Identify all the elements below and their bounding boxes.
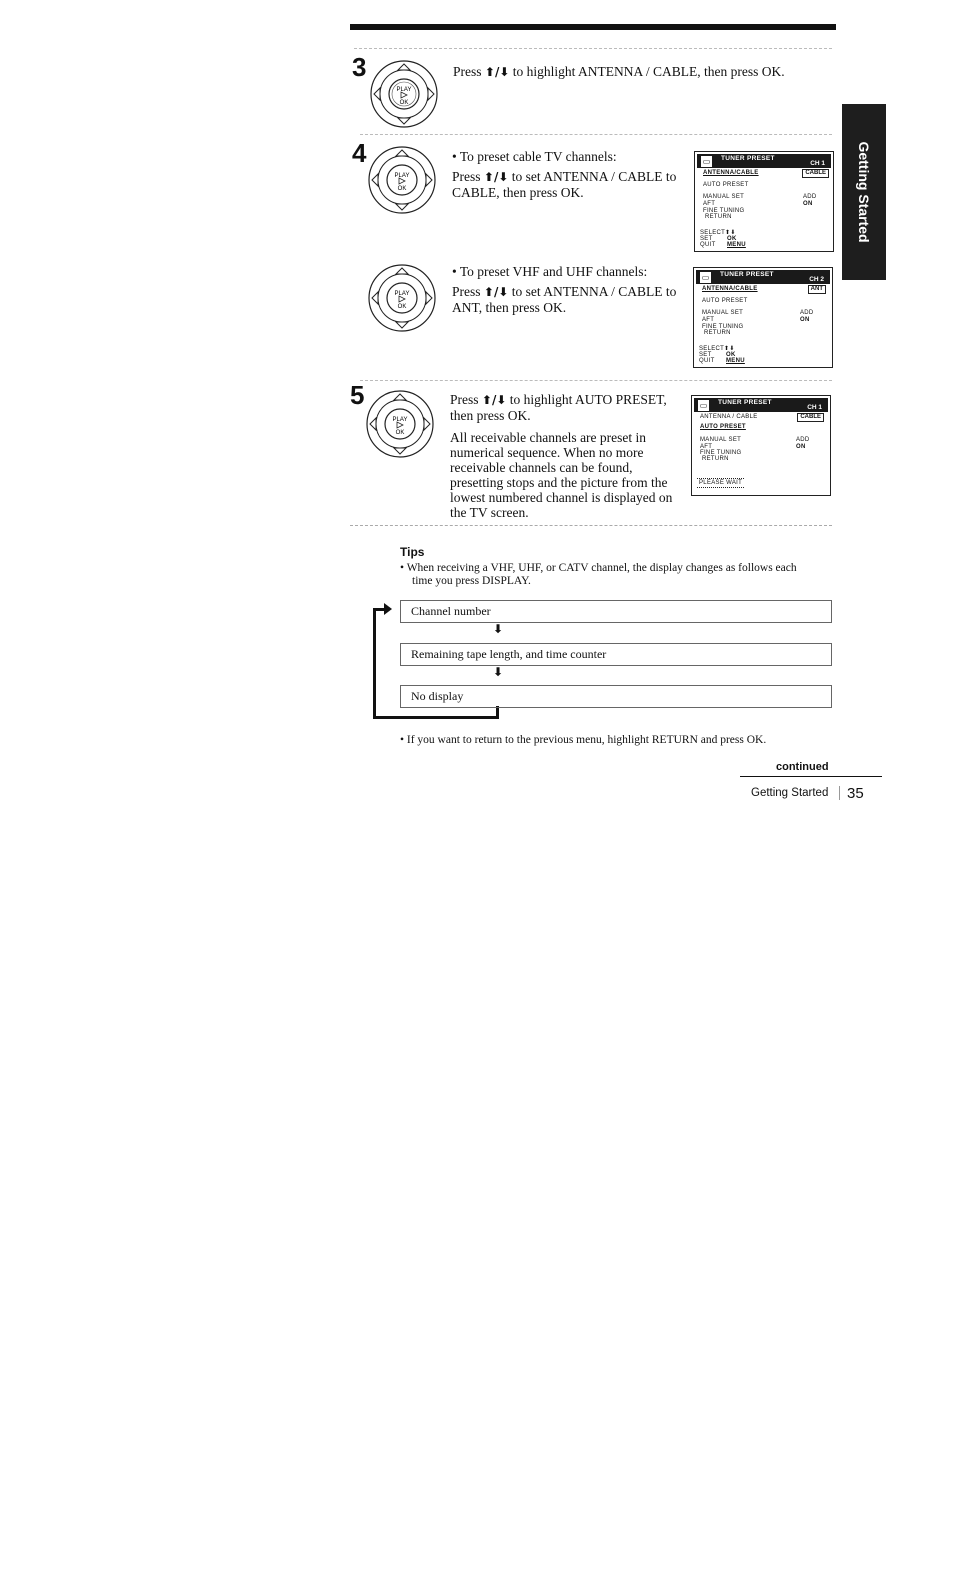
step-5-instruction: Press ⬆/⬇ to highlight AUTO PRESET, then press OK. All receivable channels are preset in numerical sequence. When no more receivable channels can be found, presetting stops and the picture from the lowest numbered channel is displayed on the TV screen. [450, 392, 673, 520]
divider [350, 525, 832, 526]
ok-label: OK [397, 186, 407, 192]
footer-section: Getting Started [751, 787, 829, 799]
flow-arrow-right-icon [384, 603, 392, 615]
step-4-vhf-uhf-instruction: • To preset VHF and UHF channels: Press ⬆/⬇ to set ANTENNA / CABLE to ANT, then press OK. [452, 264, 677, 315]
flow-step-channel-number: Channel number [400, 600, 832, 623]
up-down-arrows-icon: ⬆/⬇ [483, 170, 509, 184]
remote-cursor-pad-icon [364, 388, 436, 460]
flow-loop-line-bottom [373, 716, 499, 719]
osd-tuner-preset-ant: ▭ TUNER PRESET CH 2 ANTENNA/CABLE ANT AUTO PRESET MANUAL SET AFT FINE TUNING RETURN ADD ON SELECT SET QUIT ⬆⬇ OK MENU [693, 267, 833, 368]
remote-cursor-pad-icon [368, 58, 440, 130]
ok-label: OK [397, 304, 407, 310]
please-wait-message: PLEASE WAIT [699, 480, 743, 486]
tip-return-menu: • If you want to return to the previous menu, highlight RETURN and press OK. [400, 734, 767, 746]
flow-step-tape-length: Remaining tape length, and time counter [400, 643, 832, 666]
step-number-5: 5 [350, 380, 365, 410]
osd-tuner-preset-cable: ▭ TUNER PRESET CH 1 ANTENNA/CABLE CABLE AUTO PRESET MANUAL SET AFT FINE TUNING RETURN ADD ON SELECT SET QUIT ⬆⬇ OK MENU [694, 151, 834, 252]
section-side-tab [842, 104, 886, 280]
footer-separator [839, 786, 840, 800]
divider [360, 134, 832, 135]
continued-label: continued [776, 761, 829, 773]
down-arrow-icon: ⬇ [493, 665, 504, 679]
up-down-arrows-icon: ⬆/⬇ [484, 65, 510, 79]
play-label: PLAY [394, 291, 410, 297]
tv-icon: ▭ [699, 271, 712, 284]
ok-label: OK [395, 430, 405, 436]
flow-loop-line-left [373, 610, 376, 718]
top-rule [350, 24, 836, 30]
divider [360, 380, 832, 381]
step-4-cable-instruction: • To preset cable TV channels: Press ⬆/⬇ to set ANTENNA / CABLE to CABLE, then press OK. [452, 149, 677, 200]
divider [354, 48, 832, 49]
up-down-arrows-icon: ⬆/⬇ [481, 393, 507, 407]
ok-label: OK [399, 100, 409, 106]
tv-icon: ▭ [700, 155, 713, 168]
down-arrow-icon: ⬇ [493, 622, 504, 636]
up-down-arrows-icon: ⬆/⬇ [483, 285, 509, 299]
footer-rule [740, 776, 882, 777]
play-label: PLAY [392, 417, 408, 423]
remote-cursor-pad-icon [366, 262, 438, 334]
page-number: 35 [847, 785, 864, 802]
step-3-instruction: Press ⬆/⬇ to highlight ANTENNA / CABLE, then press OK. [453, 64, 785, 79]
side-tab-label: Getting Started [856, 141, 872, 243]
osd-tuner-preset-auto: ▭ TUNER PRESET CH 1 ANTENNA / CABLE CABLE AUTO PRESET MANUAL SET AFT FINE TUNING RETURN ADD ON PLEASE WAIT [691, 395, 831, 496]
remote-cursor-pad-icon [366, 144, 438, 216]
tip-display-change: • When receiving a VHF, UHF, or CATV channel, the display changes as follows each time you press DISPLAY. [400, 562, 797, 587]
flow-step-no-display: No display [400, 685, 832, 708]
step-number-3: 3 [352, 52, 367, 82]
tips-heading: Tips [400, 545, 425, 559]
play-label: PLAY [396, 87, 412, 93]
play-label: PLAY [394, 173, 410, 179]
tv-icon: ▭ [697, 399, 710, 412]
step-number-4: 4 [352, 138, 367, 168]
